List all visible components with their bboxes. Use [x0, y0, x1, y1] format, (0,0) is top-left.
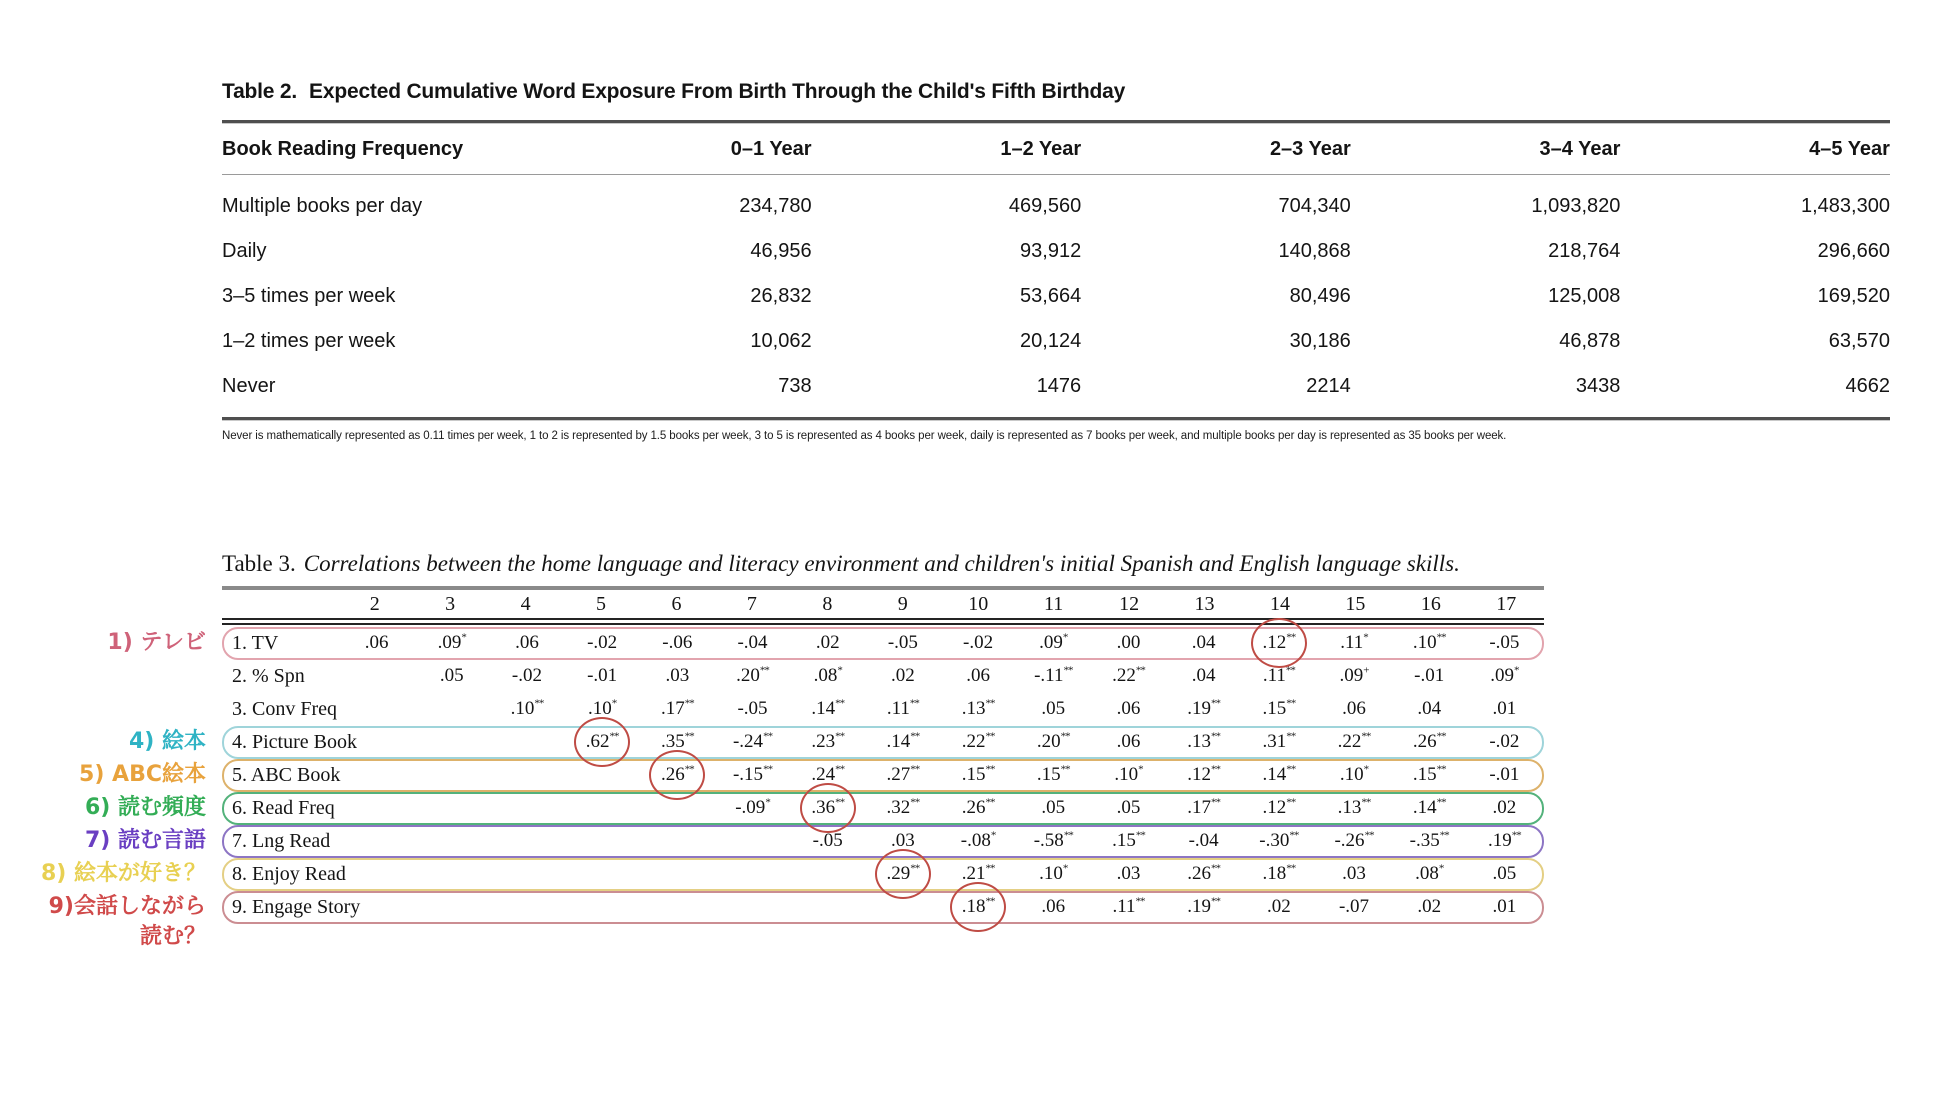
table3-cell-value: .22**: [961, 730, 995, 753]
annotation-label-1: [0, 628, 206, 658]
table2-cell-value: 1,093,820: [1531, 195, 1621, 217]
table3-row: [222, 627, 1544, 660]
table2-row: [222, 364, 1890, 409]
table3-cell-value: .09*: [1490, 664, 1519, 687]
table3-cell-value: .17**: [1187, 796, 1221, 819]
significance-marker: **: [609, 730, 619, 743]
table3-cell-value: .03: [891, 830, 915, 852]
table2-col-header-year-2: 1–2 Year: [1000, 138, 1082, 160]
table3-col-header: 10: [968, 592, 989, 615]
table2-cell-value: 80,496: [1289, 285, 1351, 307]
table3-cell-value: .20**: [1036, 730, 1070, 753]
table3-cell-value: -.05: [737, 698, 768, 720]
table3-cell-value: .14**: [1412, 796, 1446, 819]
table3-cell-value: .05: [1492, 863, 1517, 885]
significance-marker: **: [1135, 664, 1145, 677]
significance-marker: **: [910, 862, 920, 875]
significance-marker: **: [1511, 829, 1521, 842]
table3-col-header: 9: [897, 592, 908, 615]
table3-cell-value: .32**: [886, 796, 920, 819]
significance-marker: *: [1438, 862, 1444, 875]
table2-row-label: 3–5 times per week: [222, 285, 396, 307]
table3-cell-value: .10*: [1339, 763, 1369, 786]
table2-cell-value: 140,868: [1278, 240, 1351, 262]
table2-cell-value: 26,832: [750, 285, 812, 307]
table3-cell-value: .06: [1342, 698, 1366, 720]
table3-cell-value: .11**: [886, 697, 919, 720]
annotation-text: 4) 絵本: [128, 729, 206, 755]
table3-cell-value-circled: .29**: [865, 863, 940, 885]
table3-cell-value: -.09*: [735, 796, 770, 819]
table3-cell-value: .15**: [961, 763, 995, 786]
significance-marker: **: [985, 796, 995, 809]
table3-cell-value: .06: [1116, 731, 1141, 753]
table3-col-header: 4: [520, 592, 531, 615]
table3-cell-value-circled: .62**: [565, 731, 640, 753]
table2-col-header-year-3: 2–3 Year: [1269, 138, 1351, 160]
table3-cell-value: .10*: [1039, 862, 1068, 885]
significance-marker: **: [985, 862, 995, 875]
significance-marker: **: [1436, 730, 1446, 743]
table3-title: [222, 548, 1544, 581]
table3-row-label: 5. ABC Book: [232, 763, 341, 786]
table3-cell-value-circled: .26**: [640, 764, 715, 786]
table3-row-label: 9. Engage Story: [232, 895, 361, 918]
significance-marker: **: [1063, 829, 1073, 842]
table2-cell-value: 63,570: [1828, 330, 1890, 352]
significance-marker: **: [1436, 631, 1446, 644]
annotation-text: 7) 読む言語: [84, 828, 206, 854]
annotation-text: 9)会話しながら: [48, 894, 206, 920]
table3-cell-value: .18**: [1262, 862, 1296, 885]
significance-marker: **: [1211, 697, 1221, 710]
table2-cell-value: 4662: [1845, 375, 1890, 397]
annotation-text: 5) ABC絵本: [79, 762, 206, 788]
table3-cell-value-circled: .18**: [941, 896, 1016, 918]
table3-cell-value: .03: [665, 665, 690, 687]
table2-row-label: Multiple books per day: [222, 195, 423, 217]
table2-cell-value: 234,780: [739, 195, 812, 217]
table3-row: [222, 825, 1544, 858]
table3-cell-value: .04: [1191, 632, 1216, 654]
significance-marker: **: [684, 730, 694, 743]
significance-marker: **: [1135, 895, 1145, 908]
significance-marker: **: [985, 763, 995, 776]
table3-cell-value: -.05: [1489, 632, 1520, 654]
table3-cell-value: -.11**: [1034, 664, 1073, 687]
table3-cell-value: .09+: [1339, 664, 1369, 687]
table2-row: [222, 274, 1890, 319]
table3-cell-value: .02: [1266, 896, 1291, 918]
significance-marker: **: [759, 664, 769, 677]
table2-row-label: Daily: [222, 240, 267, 262]
table3-cell-value: -.06: [662, 632, 693, 654]
table3-cell-value: .01: [1492, 896, 1517, 918]
table2-title-text: Expected Cumulative Word Exposure From Birth Through the Child's Fifth Birthday: [309, 80, 1126, 103]
significance-marker: **: [1211, 796, 1221, 809]
significance-marker: *: [461, 631, 466, 644]
table3-cell-value: .06: [1041, 896, 1066, 918]
significance-marker: **: [910, 730, 920, 743]
table3-cell-value: -.05: [887, 632, 918, 654]
table3-cell-value: .06: [966, 665, 990, 687]
table3-cell-value: .19**: [1187, 895, 1221, 918]
table3-cell-value: -.24**: [732, 730, 773, 753]
significance-marker: **: [985, 697, 995, 710]
table2-cell-value: 46,878: [1559, 330, 1621, 352]
table3-row-label: 8. Enjoy Read: [232, 862, 346, 885]
table3-header-row: [222, 590, 1544, 618]
table2-cell-value: 738: [778, 375, 812, 397]
table3-cell-value: .06: [515, 632, 539, 654]
annotation-label-4: [0, 793, 206, 823]
annotation-text: 1) テレビ: [107, 630, 206, 656]
table3-col-header: 8: [822, 592, 833, 615]
table3-cell-value: .04: [1191, 665, 1216, 687]
significance-marker: *: [1363, 631, 1368, 644]
table2-cell-value: 30,186: [1289, 330, 1351, 352]
significance-marker: **: [1286, 763, 1296, 776]
significance-marker: **: [1286, 697, 1296, 710]
table3: [222, 548, 1544, 924]
table3-cell-value: -.01: [587, 665, 618, 687]
table3-col-header: 6: [671, 592, 682, 615]
table3-cell-value: -.02: [587, 632, 618, 654]
significance-marker: **: [835, 763, 845, 776]
table3-cell-value: .17**: [660, 697, 694, 720]
significance-marker: **: [1135, 829, 1145, 842]
table3-col-header: 3: [445, 592, 456, 615]
table3-cell-value: .06: [1116, 698, 1141, 720]
significance-marker: *: [611, 697, 617, 710]
table2-row-label: Never: [222, 375, 276, 397]
table3-cell-value: .11**: [1262, 664, 1295, 687]
table3-col-header: 7: [746, 592, 757, 615]
significance-marker: **: [985, 895, 995, 908]
table2-cell-value: 53,664: [1020, 285, 1082, 307]
table3-cell-value: .12**: [1262, 796, 1296, 819]
table3-cell-value: .14**: [1262, 763, 1296, 786]
significance-marker: **: [1211, 763, 1221, 776]
table3-cell-value: .02: [1417, 896, 1442, 918]
table3-row: [222, 792, 1544, 825]
table3-cell-value: .26**: [1412, 730, 1446, 753]
table3-cell-value: .09*: [437, 631, 466, 654]
significance-marker: **: [1286, 796, 1296, 809]
table2-cell-value: 1,483,300: [1800, 195, 1890, 217]
table2-header-row: [222, 124, 1890, 174]
table3-cell-value: .26**: [961, 796, 995, 819]
significance-marker: *: [1363, 763, 1369, 776]
table3-cell-value: -.58**: [1033, 829, 1073, 852]
table3-cell-value: .08*: [813, 664, 842, 687]
table2-cell-value: 704,340: [1278, 195, 1351, 217]
table3-cell-value: -.02: [963, 632, 994, 654]
table3-cell-value: .20**: [736, 664, 769, 687]
table3-col-header: 11: [1044, 592, 1064, 615]
significance-marker: *: [1514, 664, 1519, 677]
table2-col-header-year-1: 0–1 Year: [730, 138, 812, 160]
significance-marker: **: [1060, 763, 1070, 776]
annotation-label-6: [0, 859, 206, 889]
table3-cell-value: -.02: [511, 665, 542, 687]
table3-cell-value: .05: [1116, 797, 1141, 819]
significance-marker: **: [763, 763, 773, 776]
table3-cell-value: .27**: [886, 763, 920, 786]
significance-marker: **: [1211, 730, 1221, 743]
table2-body: [222, 175, 1890, 409]
table2: [222, 80, 1890, 442]
table3-cell-value: -.02: [1489, 731, 1520, 753]
table3-cell-value: -.05: [812, 830, 843, 852]
table3-cell-value: .05: [439, 665, 464, 687]
table3-row: [222, 693, 1544, 726]
significance-marker: **: [1211, 895, 1221, 908]
table3-cell-value: .02: [891, 665, 915, 687]
table3-cell-value: -.35**: [1409, 829, 1449, 852]
significance-marker: *: [1062, 862, 1068, 875]
table2-row: [222, 184, 1890, 229]
table2-title-label: Table 2.: [222, 80, 298, 103]
significance-marker: **: [534, 697, 544, 710]
table3-cell-value: .31**: [1262, 730, 1296, 753]
significance-marker: **: [1063, 664, 1073, 677]
table3-row-label: 2. % Spn: [232, 664, 305, 687]
significance-marker: **: [1286, 862, 1296, 875]
table3-cell-value: .09*: [1039, 631, 1068, 654]
annotation-text: 8) 絵本が好き？: [40, 861, 206, 887]
table3-col-header: 14: [1269, 592, 1290, 615]
table3-row-label: 6. Read Freq: [232, 796, 335, 819]
significance-marker: **: [910, 796, 920, 809]
table3-cell-value: .14**: [811, 697, 845, 720]
table3-cell-value: .01: [1492, 698, 1517, 720]
table3-title-text: Correlations between the home language and literacy environment and children's initial Spanish and English language skills.: [303, 551, 1460, 576]
table3-cell-value: .19**: [1187, 697, 1221, 720]
table2-cell-value: 46,956: [750, 240, 812, 262]
table3-row-label: 1. TV: [232, 631, 279, 654]
table3-col-header: 12: [1119, 592, 1140, 615]
table3-cell-value: .10**: [510, 697, 544, 720]
table3-cell-value: .15**: [1412, 763, 1446, 786]
table3-col-header: 13: [1194, 592, 1215, 615]
significance-marker: **: [1285, 664, 1295, 677]
significance-marker: **: [1060, 730, 1070, 743]
significance-marker: **: [835, 730, 845, 743]
table3-cell-value: .13**: [1337, 796, 1371, 819]
table2-cell-value: 20,124: [1020, 330, 1082, 352]
table3-cell-value-circled: .12**: [1241, 632, 1316, 654]
table2-bottom-rule: [222, 417, 1890, 421]
annotation-label-7: [0, 892, 206, 952]
table2-row: [222, 319, 1890, 364]
table3-cell-value: -.04: [1188, 830, 1219, 852]
table3-cell-value: .05: [1041, 698, 1066, 720]
table3-col-header: 5: [596, 592, 607, 615]
table3-cell-value: .22**: [1337, 730, 1371, 753]
table2-cell-value: 296,660: [1817, 240, 1890, 262]
significance-marker: +: [1363, 664, 1369, 677]
table3-row: [222, 858, 1544, 891]
table3-row-label: 4. Picture Book: [232, 730, 357, 753]
table2-row-label: 1–2 times per week: [222, 330, 396, 352]
significance-marker: **: [1361, 730, 1371, 743]
table3-row: [222, 660, 1544, 693]
table3-cell-value: .03: [1342, 863, 1366, 885]
table2-col-header-year-5: 4–5 Year: [1809, 138, 1890, 160]
significance-marker: **: [1361, 796, 1371, 809]
significance-marker: **: [684, 763, 694, 776]
table3-cell-value: -.04: [737, 632, 768, 654]
table3-cell-value: .03: [1116, 863, 1141, 885]
table2-cell-value: 3438: [1575, 375, 1621, 397]
table3-col-header: 2: [369, 592, 380, 615]
annotation-text: 6) 読む頻度: [84, 795, 206, 821]
table3-cell-value: .15**: [1262, 697, 1296, 720]
table3-cell-value: .15**: [1036, 763, 1070, 786]
annotation-text-line2: 読む？: [139, 924, 206, 950]
table2-title: [222, 80, 1890, 104]
table3-cell-value: -.08*: [960, 829, 996, 852]
table3-cell-value: .19**: [1488, 829, 1521, 852]
table2-row: [222, 229, 1890, 274]
table2-cell-value: 125,008: [1548, 285, 1621, 307]
significance-marker: **: [835, 796, 845, 809]
table3-cell-value: .15**: [1112, 829, 1145, 852]
table3-cell-value: .14**: [886, 730, 920, 753]
table3-body: [222, 627, 1544, 924]
table3-row: [222, 759, 1544, 792]
table3-cell-value: .10**: [1412, 631, 1446, 654]
table3-row-label: 3. Conv Freq: [232, 697, 337, 720]
table3-cell-value: .23**: [811, 730, 845, 753]
table3-cell-value: -.01: [1414, 665, 1445, 687]
significance-marker: **: [1286, 730, 1296, 743]
significance-marker: *: [1062, 631, 1068, 644]
table3-cell-value: -.07: [1338, 896, 1370, 918]
significance-marker: **: [1286, 631, 1296, 644]
table3-cell-value-circled: .36**: [790, 797, 865, 819]
table2-cell-value: 2214: [1306, 375, 1351, 397]
table3-cell-value: .22**: [1112, 664, 1145, 687]
significance-marker: **: [684, 697, 694, 710]
table3-cell-value: .05: [1041, 797, 1066, 819]
table3-cell-value: .35**: [660, 730, 694, 753]
significance-marker: **: [763, 730, 773, 743]
table3-cell-value: .26**: [1187, 862, 1221, 885]
annotation-label-2: [0, 727, 206, 757]
annotation-label-3: [0, 760, 206, 790]
annotation-label-5: [0, 826, 206, 856]
table3-cell-value: .13**: [961, 697, 995, 720]
table3-cell-value: .00: [1116, 632, 1141, 654]
table2-cell-value: 93,912: [1020, 240, 1082, 262]
table3-header-rule: [222, 618, 1544, 625]
table3-cell-value: .06: [364, 632, 389, 654]
significance-marker: **: [1289, 829, 1299, 842]
table3-cell-value: -.01: [1489, 764, 1520, 786]
significance-marker: *: [765, 796, 770, 809]
significance-marker: **: [1436, 796, 1446, 809]
significance-marker: **: [835, 697, 845, 710]
significance-marker: **: [909, 697, 919, 710]
table2-cell-value: 169,520: [1817, 285, 1890, 307]
table2-cell-value: 1476: [1036, 375, 1082, 397]
table3-cell-value: .21**: [961, 862, 995, 885]
table3-col-header: 17: [1496, 592, 1517, 615]
significance-marker: *: [990, 829, 996, 842]
significance-marker: **: [910, 763, 920, 776]
table3-cell-value: .24**: [811, 763, 845, 786]
table2-col-header-year-4: 3–4 Year: [1539, 138, 1621, 160]
table3-cell-value: .02: [815, 632, 840, 654]
table3-cell-value: -.26**: [1334, 829, 1374, 852]
table2-footnote: Never is mathematically represented as 0.11 times per week, 1 to 2 is represented by 1.5 books per week, 3 to 5 is represented as 4 books per week, daily is represented as 7 books per week, and multiple books per day is represented as 35 books per week.: [222, 430, 1507, 442]
table3-cell-value: .02: [1492, 797, 1517, 819]
table3-row: [222, 891, 1544, 924]
significance-marker: **: [1211, 862, 1221, 875]
table3-row-label: 7. Lng Read: [232, 829, 331, 852]
significance-marker: *: [1138, 763, 1143, 776]
significance-marker: **: [1439, 829, 1449, 842]
table3-cell-value: .10*: [1114, 763, 1143, 786]
table3-col-header: 15: [1345, 592, 1366, 615]
significance-marker: **: [1436, 763, 1446, 776]
table3-cell-value: .10*: [588, 697, 617, 720]
table3-cell-value: .12**: [1187, 763, 1221, 786]
table2-col-header-frequency: Book Reading Frequency: [222, 138, 464, 160]
table3-cell-value: .04: [1417, 698, 1442, 720]
table2-cell-value: 469,560: [1008, 195, 1082, 217]
table3-cell-value: .11**: [1112, 895, 1145, 918]
table3-row: [222, 726, 1544, 759]
table2-cell-value: 218,764: [1548, 240, 1621, 262]
table3-title-label: Table 3.: [222, 551, 296, 576]
table3-cell-value: .08*: [1415, 862, 1444, 885]
table3-cell-value: .13**: [1187, 730, 1221, 753]
table3-cell-value: .11*: [1340, 631, 1368, 654]
significance-marker: *: [837, 664, 842, 677]
table3-cell-value: -.15**: [732, 763, 773, 786]
significance-marker: **: [1364, 829, 1374, 842]
table3-col-header: 16: [1420, 592, 1441, 615]
table2-cell-value: 10,062: [750, 330, 812, 352]
significance-marker: **: [985, 730, 995, 743]
table3-cell-value: -.30**: [1259, 829, 1299, 852]
